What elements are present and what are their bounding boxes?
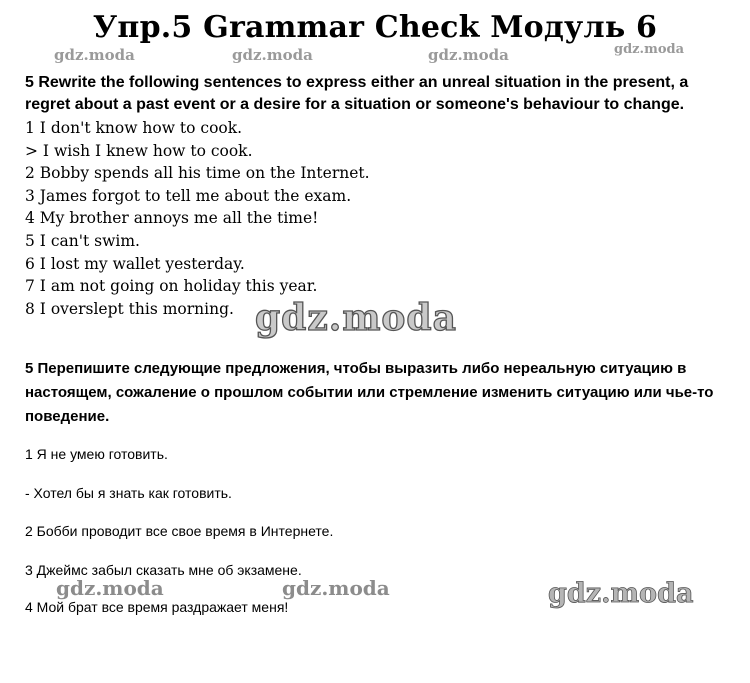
watermark: gdz.moda	[548, 578, 694, 609]
russian-line: 3 Джеймс забыл сказать мне об экзамене.	[25, 562, 302, 578]
english-line: > I wish I knew how to cook.	[25, 141, 253, 160]
english-exercise	[25, 72, 730, 320]
watermark: gdz.moda	[56, 576, 164, 600]
watermark: gdz.moda	[54, 46, 135, 64]
english-line: 4 My brother annoys me all the time!	[25, 209, 319, 228]
english-instruction: 5 Rewrite the following sentences to express either an unreal situation in the present, a regret about a past event or a desire for a situation or someone's behaviour to change.	[25, 74, 689, 113]
english-line: 6 I lost my wallet yesterday.	[25, 254, 245, 273]
watermark: gdz.moda	[282, 576, 390, 600]
russian-line: - Хотел бы я знать как готовить.	[25, 485, 232, 501]
russian-line: 1 Я не умею готовить.	[25, 446, 168, 462]
watermark: gdz.moda	[232, 46, 313, 64]
english-line: 3 James forgot to tell me about the exam.	[25, 186, 352, 205]
russian-instruction: 5 Перепишите следующие предложения, чтобы выразить либо нереальную ситуацию в настоящем, сожаление о прошлом событии или стремление изменить ситуацию или чье-то поведение.	[25, 360, 714, 425]
page-title: Упр.5 Grammar Check Модуль 6	[92, 10, 658, 45]
russian-line: 2 Бобби проводит все свое время в Интернете.	[25, 523, 334, 539]
english-line: 2 Bobby spends all his time on the Internet.	[25, 164, 370, 183]
russian-line: 4 Мой брат все время раздражает меня!	[25, 599, 289, 615]
english-line: 1 I don't know how to cook.	[25, 119, 243, 137]
watermark-large: gdz.moda	[255, 297, 457, 339]
english-line: 5 I can't swim.	[25, 231, 140, 250]
english-line: 7 I am not going on holiday this year.	[25, 277, 318, 296]
watermark: gdz.moda	[614, 42, 685, 57]
english-line: 8 I overslept this morning.	[25, 299, 234, 318]
watermark: gdz.moda	[428, 46, 509, 64]
